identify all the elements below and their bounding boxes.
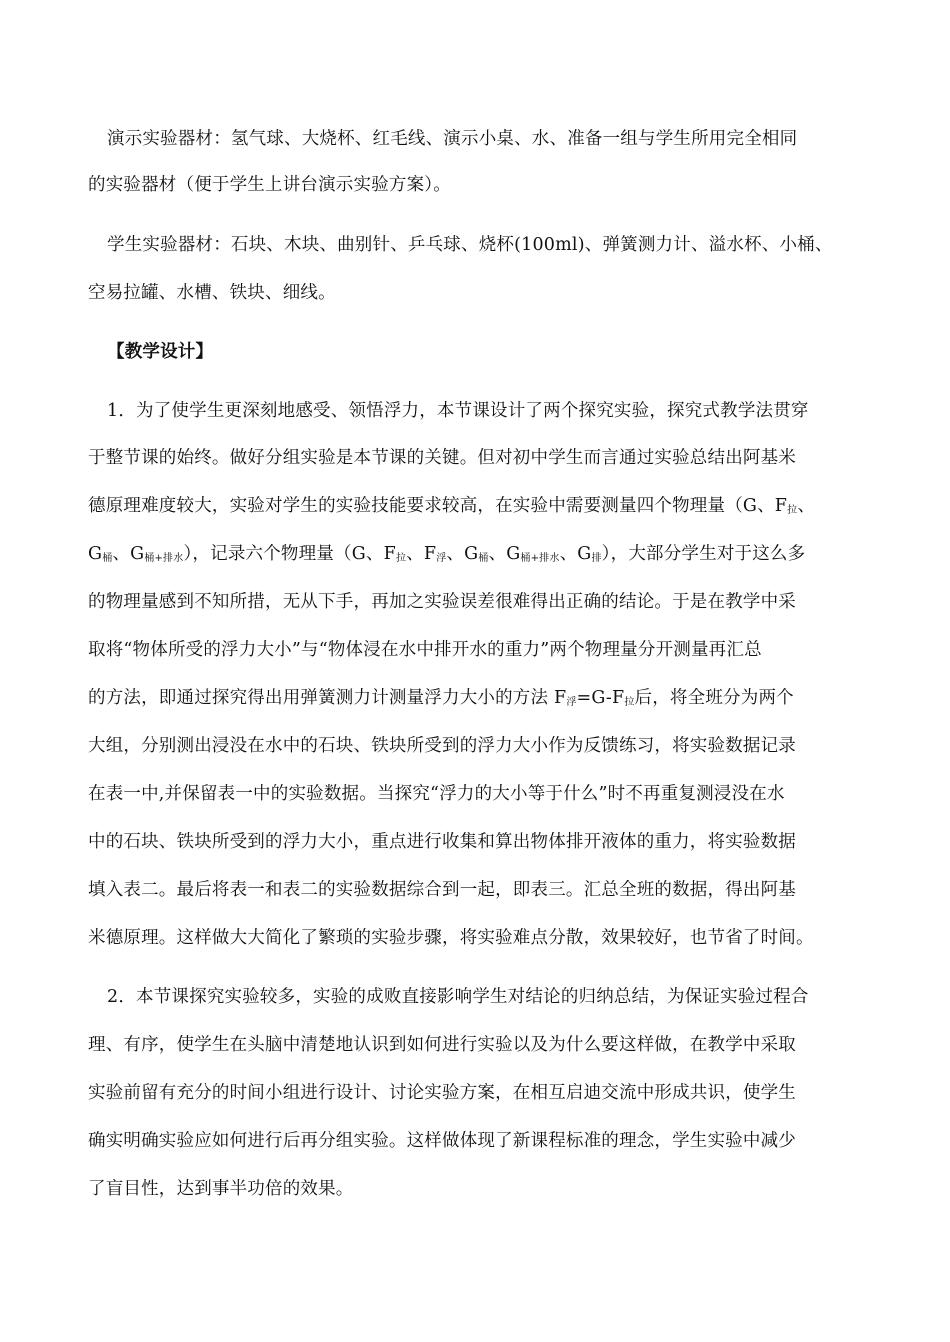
demo-materials-line-2: 的实验器材（便于学生上讲台演示实验方案）。 (88, 175, 451, 195)
p1-line-9: 在表一中,并保留表一中的实验数据。当探究“浮力的大小等于什么”时不再重复测浸没在水 (88, 784, 785, 804)
p2-line-2: 理、有序，使学生在头脑中清楚地认识到如何进行实验以及为什么要这样做，在教学中采取 (88, 1035, 796, 1055)
p1-line-10: 中的石块、铁块所受到的浮力大小，重点进行收集和算出物体排开液体的重力，将实验数据 (88, 832, 796, 852)
p1-line-12: 米德原理。这样做大大简化了繁琐的实验步骤，将实验难点分散，效果较好，也节省了时间。 (88, 928, 814, 948)
student-materials-line-1: 学生实验器材：石块、木块、曲别针、乒乓球、烧杯(100ml)、弹簧测力计、溢水杯、小桶、 (107, 235, 833, 255)
p1-line-7: 的方法，即通过探究得出用弹簧测力计测量浮力大小的方法 $F_浮=G-F_拉$后，将全班分为两个 (88, 688, 794, 708)
section-heading: 【教学设计】 (107, 342, 214, 362)
student-materials-line-2: 空易拉罐、水槽、铁块、细线。 (88, 283, 336, 303)
p2-line-1: 2．本节课探究实验较多，实验的成败直接影响学生对结论的归纳总结，为保证实验过程合 (107, 987, 809, 1007)
p2-line-4: 确实明确实验应如何进行后再分组实验。这样做体现了新课程标准的理念，学生实验中减少 (88, 1131, 796, 1151)
p1-line-2: 于整节课的始终。做好分组实验是本节课的关键。但对初中学生而言通过实验总结出阿基米 (88, 448, 796, 468)
p1-line-8: 大组，分别测出浸没在水中的石块、铁块所受到的浮力大小作为反馈练习，将实验数据记录 (88, 736, 796, 756)
p1-line-6: 取将“物体所受的浮力大小”与“物体浸在水中排开水的重力”两个物理量分开测量再汇总 (88, 640, 762, 660)
p1-line-4: $G_桶$、$G_{桶+排水}$），记录六个物理量（G、$F_拉$、$F_浮$、$G_桶$、$G_{桶+排水}$、$G_排$），大部分学生对于这么多 (88, 544, 806, 564)
p2-line-3: 实验前留有充分的时间小组进行设计、讨论实验方案，在相互启迪交流中形成共识，使学生 (88, 1083, 796, 1103)
p1-line-1: 1．为了使学生更深刻地感受、领悟浮力，本节课设计了两个探究实验，探究式教学法贯穿 (107, 401, 809, 421)
p2-line-5: 了盲目性，达到事半功倍的效果。 (88, 1179, 354, 1199)
demo-materials-line-1: 演示实验器材：氢气球、大烧杯、红毛线、演示小桌、水、准备一组与学生所用完全相同 (107, 129, 798, 149)
p1-line-11: 填入表二。最后将表一和表二的实验数据综合到一起，即表三。汇总全班的数据，得出阿基 (88, 880, 796, 900)
p1-line-3: 德原理难度较大，实验对学生的实验技能要求较高，在实验中需要测量四个物理量（G、$F_拉$、 (88, 496, 816, 516)
p1-line-5: 的物理量感到不知所措，无从下手，再加之实验误差很难得出正确的结论。于是在教学中采 (88, 592, 796, 612)
